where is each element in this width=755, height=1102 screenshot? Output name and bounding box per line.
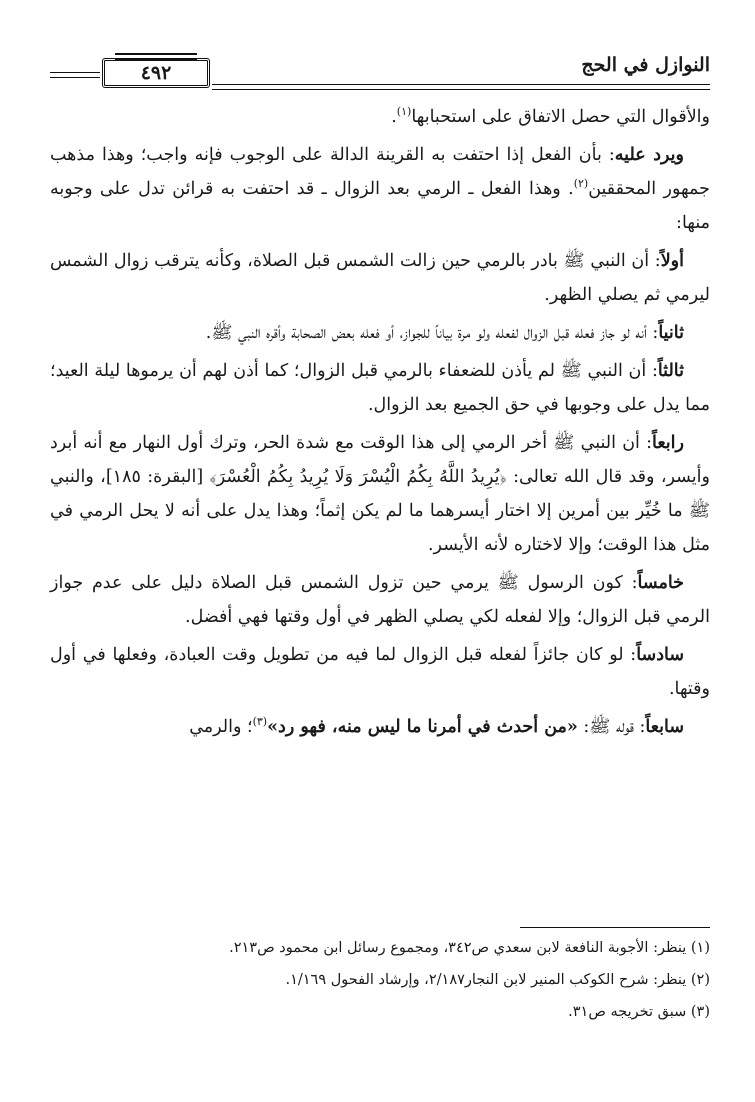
quran-verse: ﴿يُرِيدُ اللَّهُ بِكُمُ الْيُسْرَ وَلَا يُرِيدُ بِكُمُ الْعُسْرَ﴾: [209, 467, 507, 487]
paragraph: ثالثاً: أن النبي ﷺ لم يأذن للضعفاء بالرمي قبل الزوال؛ كما أذن لهم أن يرموها ليلة العيد؛ مما يدل على وجوبها في حق الجميع بعد الزوال.: [50, 361, 710, 415]
hadith-quote: «من أحدث في أمرنا ما ليس منه، فهو رد»: [267, 717, 578, 737]
footnote-ref[interactable]: (١): [396, 105, 412, 119]
paragraph: ثانياً: أنه لو جاز فعله قبل الزوال لفعله ولو مرة بياناً للجواز، أو فعله بعض الصحابة وأقره النبي ﷺ.: [205, 323, 684, 343]
paragraph: والأقوال التي حصل الاتفاق على استحبابها$^{(١)}$.: [391, 105, 710, 127]
paragraph-lead: ثالثاً: [657, 361, 684, 381]
verse-reference: [البقرة: ١٨٥]: [105, 467, 210, 487]
footnote-ref[interactable]: (٣): [252, 715, 268, 729]
footnote: (٣) سبق تخريجه ص٣١.: [568, 1004, 710, 1020]
footnote: (١) ينظر: الأجوبة النافعة لابن سعدي ص٣٤٢، ومجموع رسائل ابن محمود ص٢١٣.: [229, 940, 710, 956]
footnotes: [50, 932, 710, 1028]
paragraph: سابعاً: قوله ﷺ: «من أحدث في أمرنا ما ليس منه، فهو رد»$^{(٣)}$؛ والرمي: [189, 715, 684, 737]
footnote-separator: [520, 927, 710, 928]
paragraph-lead: سادساً: [636, 645, 684, 665]
paragraph: ويرد عليه: بأن الفعل إذا احتفت به القرينة الدالة على الوجوب فإنه واجب؛ وهذا مذهب جمهور المحققين$^{(٢)}$. وهذا الفعل ـ الرمي بعد الزوال ـ قد احتفت به قرائن تدل على وجوبه منها:: [50, 145, 710, 233]
paragraph: سادساً: لو كان جائزاً لفعله قبل الزوال لما فيه من تطويل وقت العبادة، وفعلها في أول وقتها.: [50, 645, 710, 699]
paragraph-lead: أولاً: [660, 251, 684, 271]
paragraph-lead: رابعاً: [652, 433, 684, 453]
running-title: النوازل في الحج: [581, 54, 710, 76]
paragraph: خامساً: كون الرسول ﷺ يرمي حين تزول الشمس قبل الصلاة دليل على عدم جواز الرمي قبل الزوال؛ وإلا لفعله لكي يصلي الظهر في أول وقتها فهي أفضل.: [50, 573, 710, 627]
page-header: [50, 48, 710, 88]
paragraph: رابعاً: أن النبي ﷺ أخر الرمي إلى هذا الوقت مع شدة الحر، وترك أول النهار مع أنه أبرد وأيسر، وقد قال الله تعالى: ﴿يُرِيدُ اللَّهُ بِكُمُ الْيُسْرَ وَلَا يُرِيدُ بِكُمُ الْعُسْرَ﴾ [البقرة: ١٨٥]، والنبي ﷺ ما خُيِّر بين أمرين إلا اختار أيسرهما ما لم يكن إثماً؛ وهذا يدل على أنه لا يحل الرمي في مثل هذا الوقت؛ وإلا لاختاره لأنه الأيسر.: [50, 433, 710, 555]
paragraph: أولاً: أن النبي ﷺ بادر بالرمي حين زالت الشمس قبل الصلاة، وكأنه يترقب زوال الشمس ليرمي ثم يصلي الظهر.: [50, 251, 710, 305]
footnote: (٢) ينظر: شرح الكوكب المنير لابن النجار٢/١٨٧، وإرشاد الفحول ١/١٦٩.: [285, 972, 710, 988]
body-text: [50, 100, 710, 748]
header-rule: [212, 89, 710, 90]
header-rule: [212, 84, 710, 85]
header-rule: [50, 72, 100, 73]
footnote-ref[interactable]: (٢): [573, 177, 589, 191]
paragraph-lead: ثانياً: [658, 323, 684, 343]
page-number: ٤٩٢: [102, 58, 210, 88]
header-rule: [50, 77, 100, 78]
paragraph-lead: سابعاً: [645, 717, 684, 737]
paragraph-lead: ويرد عليه: [614, 145, 684, 165]
paragraph-lead: خامساً: [637, 573, 684, 593]
